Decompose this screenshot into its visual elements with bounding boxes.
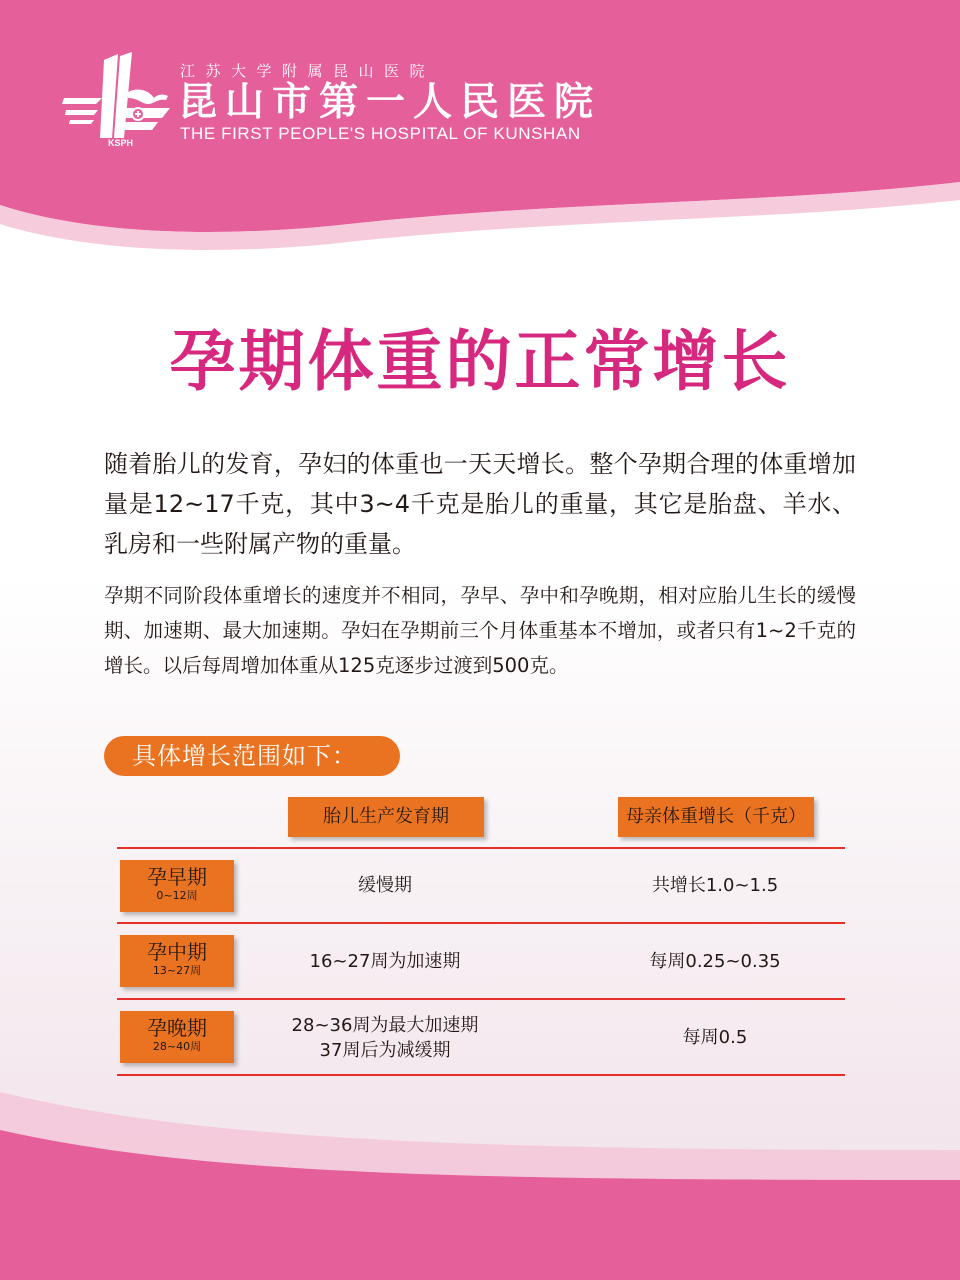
fetal-period-cell: 缓慢期 bbox=[358, 875, 412, 896]
table-divider bbox=[117, 847, 845, 849]
stage-name: 孕晚期 bbox=[147, 1016, 207, 1040]
fetal-period-cell: 16~27周为加速期 bbox=[309, 951, 461, 972]
fetal-period-cell-line2: 37周后为减缓期 bbox=[319, 1040, 451, 1061]
stage-badge-late bbox=[120, 1011, 234, 1063]
stage-badge-early bbox=[120, 860, 234, 912]
table-divider bbox=[117, 922, 845, 924]
detail-paragraph: 孕期不同阶段体重增长的速度并不相同，孕早、孕中和孕晚期，相对应胎儿生长的缓慢期、加速期、最大加速期。孕妇在孕期前三个月体重基本不增加，或者只有1~2千克的增长。以后每周增加体重从125克逐步过渡到500克。 bbox=[104, 584, 856, 677]
stage-name: 孕早期 bbox=[147, 865, 207, 889]
hospital-logo-icon bbox=[62, 52, 172, 148]
hospital-affiliation: 江苏大学附属昆山医院 bbox=[180, 62, 436, 80]
table-divider bbox=[117, 998, 845, 1000]
hospital-name-cn: 昆山市第一人民医院 bbox=[178, 79, 602, 125]
section-label: 具体增长范围如下： bbox=[104, 736, 400, 776]
logo-mark-text: KSPH bbox=[108, 138, 134, 148]
table-divider bbox=[117, 1074, 845, 1076]
fetal-period-cell-line1: 28~36周为最大加速期 bbox=[291, 1015, 479, 1036]
stage-weeks: 0~12周 bbox=[156, 889, 198, 902]
stage-badge-mid bbox=[120, 935, 234, 987]
mother-gain-cell: 每周0.25~0.35 bbox=[649, 951, 781, 972]
stage-weeks: 13~27周 bbox=[152, 964, 202, 977]
table-header-fetal: 胎儿生产发育期 bbox=[288, 797, 484, 837]
table-header-mother: 母亲体重增长（千克） bbox=[618, 797, 814, 837]
mother-gain-cell: 共增长1.0~1.5 bbox=[651, 875, 779, 896]
page-title: 孕期体重的正常增长 bbox=[169, 323, 791, 400]
intro-paragraph: 随着胎儿的发育，孕妇的体重也一天天增长。整个孕期合理的体重增加量是12~17千克，其中3~4千克是胎儿的重量，其它是胎盘、羊水、乳房和一些附属产物的重量。 bbox=[104, 450, 856, 558]
stage-name: 孕中期 bbox=[147, 940, 207, 964]
stage-weeks: 28~40周 bbox=[152, 1040, 202, 1053]
hospital-name-en: THE FIRST PEOPLE'S HOSPITAL OF KUNSHAN bbox=[180, 124, 581, 143]
mother-gain-cell: 每周0.5 bbox=[682, 1027, 748, 1048]
